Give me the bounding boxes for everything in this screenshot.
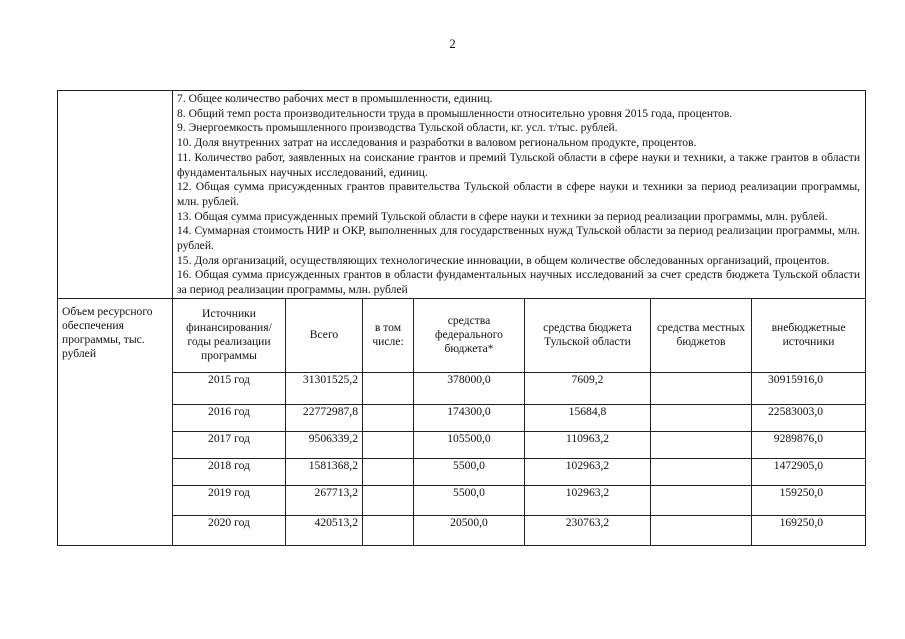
indicators-row (58, 91, 866, 299)
indicator-item: 10. Доля внутренних затрат на исследования и разработки в валовом региональном продукте, процентов. (177, 136, 697, 150)
header-including: в том числе: (363, 298, 414, 372)
total-cell: 22772987,8 (286, 404, 363, 431)
including-cell (363, 372, 414, 404)
header-extra: внебюджетные источники (752, 298, 866, 372)
year-cell: 2016 год (173, 404, 286, 431)
including-cell (363, 515, 414, 545)
indicator-item: 11. Количество работ, заявленных на соискание грантов и премий Тульской области в сфере науки и техники, а также грантов в области фундаментальных научных исследований, единиц. (177, 150, 861, 179)
regional-cell: 7609,2 (525, 372, 651, 404)
program-passport-table (57, 90, 866, 546)
header-source: Источники финансирования/ годы реализации программы (173, 298, 286, 372)
including-cell (363, 404, 414, 431)
federal-cell: 20500,0 (414, 515, 525, 545)
indicator-item: 14. Суммарная стоимость НИР и ОКР, выполненных для государственных нужд Тульской области за период реализации программы, млн. рублей. (177, 224, 861, 253)
indicator-item: 13. Общая сумма присужденных премий Тульской области в сфере науки и техники за период реализации программы, млн. рублей. (177, 209, 828, 223)
indicator-item: 7. Общее количество рабочих мест в промышленности, единиц. (177, 92, 493, 105)
extra-cell: 9289876,0 (752, 431, 866, 458)
extra-cell: 30915916,0 (752, 372, 866, 404)
federal-cell: 5500,0 (414, 458, 525, 485)
regional-cell: 102963,2 (525, 485, 651, 515)
extra-cell: 159250,0 (752, 485, 866, 515)
including-cell (363, 458, 414, 485)
local-cell (651, 431, 752, 458)
federal-cell: 105500,0 (414, 431, 525, 458)
federal-cell: 378000,0 (414, 372, 525, 404)
table-row (58, 404, 866, 431)
year-cell: 2015 год (173, 372, 286, 404)
local-cell (651, 515, 752, 545)
federal-cell: 174300,0 (414, 404, 525, 431)
regional-cell: 102963,2 (525, 458, 651, 485)
including-cell (363, 431, 414, 458)
header-local: средства местных бюджетов (651, 298, 752, 372)
indicator-item: 12. Общая сумма присужденных грантов правительства Тульской области в сфере науки и техники за период реализации программы, млн. рублей. (177, 180, 861, 208)
regional-cell: 110963,2 (525, 431, 651, 458)
indicator-item: 16. Общая сумма присужденных грантов в области фундаментальных научных исследований за счет средств бюджета Тульской области за период реализации программы, млн. рублей (177, 268, 861, 297)
extra-cell: 169250,0 (752, 515, 866, 545)
year-cell: 2019 год (173, 485, 286, 515)
table-row (58, 372, 866, 404)
header-federal: средства федерального бюджета* (414, 298, 525, 372)
indicator-item: 9. Энергоемкость промышленного производства Тульской области, кг. усл. т/тыс. рублей. (177, 121, 618, 135)
local-cell (651, 372, 752, 404)
table-row (58, 515, 866, 545)
table-row (58, 458, 866, 485)
total-cell: 31301525,2 (286, 372, 363, 404)
indicator-item: 8. Общий темп роста производительности труда в промышленности относительно уровня 2015 года, процентов. (177, 106, 733, 120)
regional-cell: 230763,2 (525, 515, 651, 545)
table-row (58, 431, 866, 458)
total-cell: 9506339,2 (286, 431, 363, 458)
resource-header-row (58, 298, 866, 372)
year-cell: 2018 год (173, 458, 286, 485)
extra-cell: 1472905,0 (752, 458, 866, 485)
local-cell (651, 458, 752, 485)
indicators-label-cell (58, 91, 173, 299)
total-cell: 267713,2 (286, 485, 363, 515)
header-regional: средства бюджета Тульской области (525, 298, 651, 372)
year-cell: 2017 год (173, 431, 286, 458)
including-cell (363, 485, 414, 515)
local-cell (651, 485, 752, 515)
total-cell: 1581368,2 (286, 458, 363, 485)
page-number: 2 (449, 36, 456, 51)
extra-cell: 22583003,0 (752, 404, 866, 431)
regional-cell: 15684,8 (525, 404, 651, 431)
header-total: Всего (286, 298, 363, 372)
local-cell (651, 404, 752, 431)
year-cell: 2020 год (173, 515, 286, 545)
resource-label: Объем ресурсного обеспечения программы, тыс. рублей (58, 298, 173, 545)
indicators-cell (173, 91, 866, 299)
indicator-item: 15. Доля организаций, осуществляющих технологические инновации, в общем количестве обследованных организаций, процентов. (177, 253, 830, 267)
federal-cell: 5500,0 (414, 485, 525, 515)
total-cell: 420513,2 (286, 515, 363, 545)
table-row (58, 485, 866, 515)
